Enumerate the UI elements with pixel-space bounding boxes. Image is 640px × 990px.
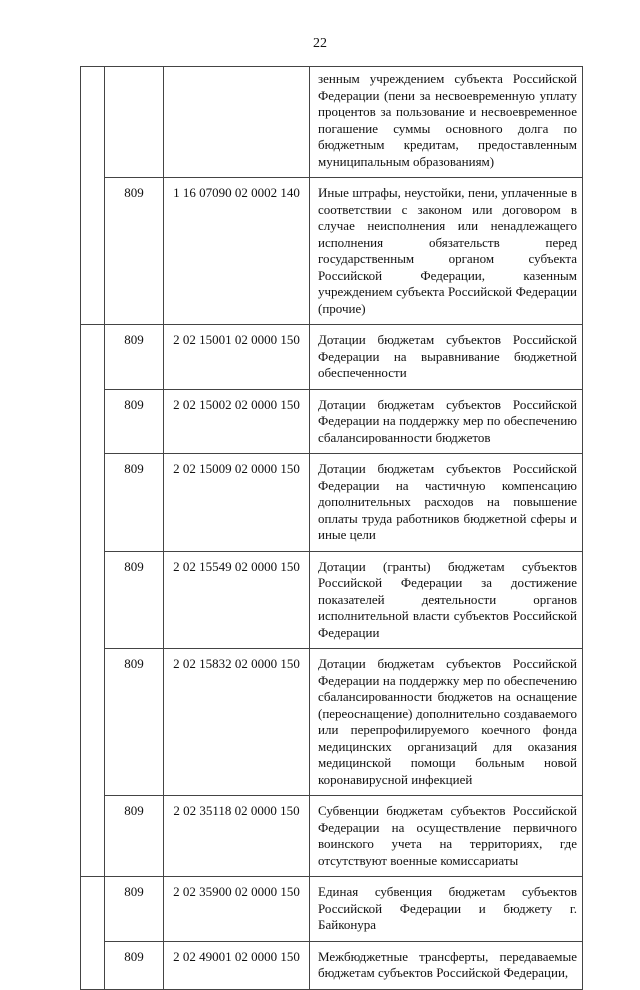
admin-code-cell: 809 xyxy=(105,389,164,454)
description-cell: Иные штрафы, неустойки, пени, уплаченные в соответствии с законом или договором в случае неисполнения или ненадлежащего исполнения обязательств перед государственным органом субъекта Российской Федерации, казенным учреждением субъекта Российской Федерации (прочие) xyxy=(310,178,583,325)
table-row xyxy=(81,551,583,649)
table-row xyxy=(81,941,583,989)
budget-code-cell: 1 16 07090 02 0002 140 xyxy=(164,178,310,325)
budget-code-cell: 2 02 15001 02 0000 150 xyxy=(164,325,310,390)
blank-cell xyxy=(81,325,105,877)
admin-code-cell xyxy=(105,67,164,178)
table-row xyxy=(81,67,583,178)
description-cell: Дотации бюджетам субъектов Российской Федерации на поддержку мер по обеспечению сбалансированности бюджетов xyxy=(310,389,583,454)
description-cell: Единая субвенция бюджетам субъектов Российской Федерации и бюджету г. Байконура xyxy=(310,877,583,942)
table-row xyxy=(81,796,583,877)
budget-code-cell: 2 02 49001 02 0000 150 xyxy=(164,941,310,989)
table-row xyxy=(81,178,583,325)
table-row xyxy=(81,325,583,390)
admin-code-cell: 809 xyxy=(105,551,164,649)
page-number: 22 xyxy=(313,36,327,51)
budget-code-cell xyxy=(164,67,310,178)
description-cell: Межбюджетные трансферты, передаваемые бюджетам субъектов Российской Федерации, xyxy=(310,941,583,989)
budget-code-cell: 2 02 15832 02 0000 150 xyxy=(164,649,310,796)
budget-code-cell: 2 02 35900 02 0000 150 xyxy=(164,877,310,942)
table-row xyxy=(81,389,583,454)
budget-code-cell: 2 02 15002 02 0000 150 xyxy=(164,389,310,454)
admin-code-cell: 809 xyxy=(105,178,164,325)
admin-code-cell: 809 xyxy=(105,649,164,796)
budget-code-cell: 2 02 15009 02 0000 150 xyxy=(164,454,310,552)
budget-code-cell: 2 02 15549 02 0000 150 xyxy=(164,551,310,649)
description-cell: Дотации бюджетам субъектов Российской Федерации на частичную компенсацию дополнительных расходов на повышение оплаты труда работников бюджетной сферы и иные цели xyxy=(310,454,583,552)
admin-code-cell: 809 xyxy=(105,325,164,390)
description-cell: Дотации бюджетам субъектов Российской Федерации на поддержку мер по обеспечению сбалансированности бюджетов на оснащение (переоснащение) дополнительно создаваемого или перепрофилируемого коечного фонда медицинских организаций для оказания медицинской помощи больным новой коронавирусной инфекцией xyxy=(310,649,583,796)
admin-code-cell: 809 xyxy=(105,877,164,942)
admin-code-cell: 809 xyxy=(105,796,164,877)
description-cell: зенным учреждением субъекта Российской Федерации (пени за несвоевременную уплату процентов за пользование и несвоевременное погашение суммы основного долга по бюджетным кредитам, предоставленным муниципальным образованиям) xyxy=(310,67,583,178)
budget-classification-table xyxy=(80,66,583,990)
description-cell: Дотации бюджетам субъектов Российской Федерации на выравнивание бюджетной обеспеченности xyxy=(310,325,583,390)
blank-cell xyxy=(81,67,105,325)
description-cell: Субвенции бюджетам субъектов Российской Федерации на осуществление первичного воинского учета на территориях, где отсутствуют военные комиссариаты xyxy=(310,796,583,877)
description-cell: Дотации (гранты) бюджетам субъектов Российской Федерации за достижение показателей деятельности органов исполнительной власти субъектов Российской Федерации xyxy=(310,551,583,649)
table-row xyxy=(81,877,583,942)
table-row xyxy=(81,454,583,552)
budget-code-cell: 2 02 35118 02 0000 150 xyxy=(164,796,310,877)
blank-cell xyxy=(81,877,105,990)
admin-code-cell: 809 xyxy=(105,941,164,989)
admin-code-cell: 809 xyxy=(105,454,164,552)
table-row xyxy=(81,649,583,796)
